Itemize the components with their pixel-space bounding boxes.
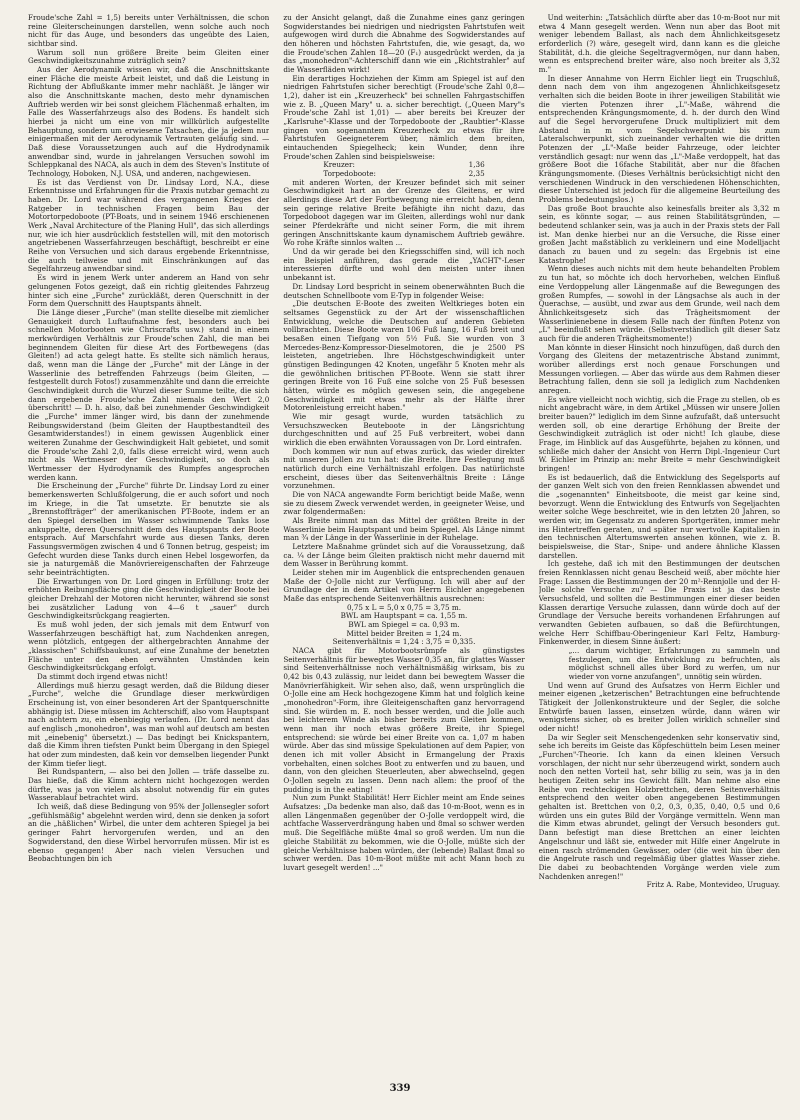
paragraph: Es ist bedauerlich, daß die Entwicklung des Segelsports auf der ganzen Welt sich von den freien Rennklassen abwendet und die „sogenannten" Einheitsboote, die meist gar keine sind, bevorzugt. Wenn die Entwicklung des Entwurfs von Segeljachten weiter solche Wege beschreitet, wie in den letzten 20 Jahren, so werden wir, im Gegensatz zu anderen Sportgeräten, immer mehr ins Hintertreffen geraten, und später nur wertvolle Kapitalien in den technischen Altertumswerten ansehen können, wie z. B. beispielsweise, die Star-, Snipe- und andere ähnliche Klassen darstellen. xyxy=(538,472,780,560)
paragraph: Nun zum Punkt Stabilität! Herr Eichler meint am Ende seines Aufsatzes: „Da bedenke man also, daß das 10-m-Boot, wenn es in allen Längenmaßen gegenüber der O-Jolle verdoppelt wird, die achtfache Wasserverdrängung haben und 8mal so schwer werden muß. Die Segelfläche müßte 4mal so groß werden. Um nun die gleiche Stabilität zu bekommen, wie die O-Jolle, müßte sich der gleiche Verhältnisse haben würden, der (lebende) Ballast 8mal so schwer werden. Das 10-m-Boot müßte mit acht Mann hoch zu luvart gesegelt werden! ..." xyxy=(283,793,525,872)
paragraph: Man könnte in dieser Hinsicht noch hinzufügen, daß durch den Vorgang des Gleitens der metazentrische Abstand zunimmt, worüber allerdings erst noch genaue Forschungen und Messungen vorliegen. — Aber das würde aus dem Rahmen dieser Betrachtung fallen, denn sie soll ja lediglich zum Nachdenken anregen. xyxy=(538,342,780,395)
paragraph: Da wir Segler seit Menschengedenken sehr konservativ sind, sehe ich bereits im Geiste das Köpfeschütteln beim Lesen meiner „Furchen"-Theorie. Ich kann da einen kleinen Versuch vorschlagen, der nicht nur sehr überzeugend wirkt, sondern auch noch den netten Vorteil hat, sehr billig zu sein, was ja in den heutigen Zeiten sehr ins Gewicht fällt. Man nehme also eine Reihe von rechteckigen Holzbrettchen, deren Seitenverhältnis entsprechend den weiter oben angegebenen Bestimmungen gehalten ist. Brettchen von 0,2, 0,3, 0,35, 0,40, 0,5 und 0,6 würden uns ein gutes Bild der Vorgänge vermitteln. Wenn man die Kimm etwas abrundet, gelingt der Versuch besonders gut. Dann befestigt man diese Brettchen an einer leichten Angelschnur und läßt sie, entweder mit Hilfe einer Angelrute in einen rasch strömenden Gewässer, oder (die weit hin über den die Angelrute rasch und regelmäßig über glattes Wasser ziehe. Die dabei zu beobachtenden Vorgänge werden viele zum Nachdenken anregen!" xyxy=(538,732,780,881)
table-cell: 1,36 xyxy=(468,160,485,170)
paragraph: mit anderen Worten, der Kreuzer befindet sich mit seiner Geschwindigkeit hart an der Grenze des Gleitens, er wird allerdings diese Art der Fortbewegung nie erreicht haben, denn sein geringe relative Breite befähigte ihn nicht dazu, das Torpedoboot dagegen war im Gleiten, allerdings wohl nur dank seiner Pferdekräfte und nicht seiner Form, die mit ihrem geringen Anschnittskante kaum dynamischem Auftrieb gewähre. Wo rohe Kräfte sinnlos walten ... xyxy=(283,177,525,248)
paragraph: In dieser Annahme von Herrn Eichler liegt ein Trugschluß, denn nach dem von ihm angezogenen Ähnlichkeitsgesetz verhalten sich die beiden Boote in ihrer jeweiligen Stabilität wie die vierten Potenzen ihrer „L"-Maße, während die entsprechenden Krängungsmomente, d. h. der durch den Wind auf die Segel hervorgerufene Druck multipliziert mit dem Abstand in m vom Segelschwerpunkt bis zum Lateralschwerpunkt, sich zueinander verhalten wie die dritten Potenzen der „L"-Maße beider Fahrzeuge, oder leichter verständlich gesagt: nur wenn das „L"-Maße verdoppelt, hat das größere Boot die 16fache Stabilität, aber nur die 8fachen Krängungsmomente. (Dieses Verhältnis berücksichtigt nicht den verschiedenen Windruck in den verschiedenen Höhenschichten, dieser Unterschied ist jedoch für die allgemeine Beurteilung des Problems bedeutungslos.) xyxy=(538,73,780,205)
paragraph: Als Breite nimmt man das Mittel der größten Breite in der Wasserlinie beim Hauptspant und beim Spiegel. Als Länge nimmt man ¾ der Länge in der Wasserlinie in der Ruhelage. xyxy=(283,515,525,543)
paragraph: Es muß wohl jeden, der sich jemals mit dem Entwurf von Wasserfahrzeugen beschäftigt hat, zum Nachdenken anregen, wenn plötzlich, entgegen der althergebrachten Annahme der „klassischen" Schiffsbaukunst, auf eine Zunahme der benetzten Fläche unter den eben erwähnten Umständen kein Geschwindigkeitsrückgang erfolgt. xyxy=(28,620,270,673)
paragraph: NACA gibt für Motorbootsrümpfe als günstigstes Seitenverhältnis für bewegtes Wasser 0,35 an, für glattes Wasser sind Seitenverhältnisse noch verhältnismäßig wirksam, bis zu 0,42 bis 0,43 zulässig, nur leidet dann bei bewegtem Wasser die Manövrierfähigkeit. Wir sehen also, daß, wenn ursprünglich die O-Jolle eine am Heck hochgezogene Kimm hat und folglich keine „monohedron"-Form, ihre Gleiteigenschaften ganz hervorragend sind. Sie würden m. E. noch besser werden, und die Jolle auch bei leichterem Winde als bisher bereits zum Gleiten kommen, wenn man ihr noch etwas größere Breite, ihr Spiegel entsprechend: sie würde bei einer Breite von ca. 1,07 m haben würde. Aber das sind müssige Spekulationen auf dem Papier, von denen ich mit voller Absicht in Ermangelung der Praxis vorbehalten, einen solches Boot zu entwerfen und zu bauen, und dann, von den gleichen Steuerleuten, aber abwechselnd, gegen O-Jollen segeln zu lassen. Denn nach allem: the proof of the pudding is in the eating! xyxy=(283,646,525,794)
column-2 xyxy=(283,14,524,1079)
paragraph: Froude'sche Zahl = 1,5) bereits unter Verhältnissen, die schon reine Gleiterscheinungen darstellen, wenn solche auch noch nicht für das Auge, und besonders das ungeübte des Laien, sichtbar sind. xyxy=(28,14,270,49)
paragraph: Da stimmt doch irgend etwas nicht! xyxy=(37,672,168,682)
paragraph: Aus der Aerodynamik wissen wir, daß die Anschnittskante einer Fläche die meiste Arbeit leistet, und daß die Leistung in Richtung der Abflußkante immer mehr nachläßt. Je länger wir also die Anschnittskante machen, desto mehr dynamischen Auftrieb werden wir bei sonst gleichem Flächenmaß erhalten, im Falle des Wasserfahrzeugs also des Bodens. Es handelt sich hierbei ja nicht um eine von mir willkürlich aufgestellte Behauptung, sondern um erwiesene Tatsachen, die ja jedem nur einigermaßen mit der Aerodynamik Vertrauten geläufig sind. — Daß diese Voraussetzungen auch auf die Hydrodynamik anwendbar sind, wurde in jahrelangen Versuchen sowohl im Schleppkanal des NACA, als auch in dem des Steven's Institute of Technology, Hoboken, N.J. USA, und anderen, nachgewiesen. xyxy=(28,65,270,179)
paragraph: Es wird in jenem Werk unter anderem an Hand von sehr gelungenen Fotos gezeigt, daß ein richtig gleitendes Fahrzeug hinter sich eine „Furche" zurückläßt, deren Querschnitt in der Form dem Querschnitt des Hauptspants ähnelt. xyxy=(28,273,270,309)
table-cell: Kreuzer: xyxy=(323,160,355,170)
paragraph: Wenn dieses auch nichts mit dem heute behandelten Problem zu tun hat, so möchte ich doch hervorheben, welchen Einfluß eine Verdoppelung aller Längenmaße auf die Bewegungen des großen Rumpfes, — sowohl in der Längsachse als auch in der Querachse, — ausübt, und zwar aus dem Grunde, weil nach dem Ähnlichkeitsgesetz sich das Trägheitsmoment der Wasserlinienebene in diesem Falle nach der fünften Potenz von „L" beeinflußt sehen würde. (Selbstverständlich gilt dieser Satz auch für die anderen Trägheitsmomente!) xyxy=(538,264,780,343)
paragraph: Ich gestehe, daß ich mit den Bestimmungen der deutschen freien Rennklassen nicht genau Bescheid weiß, aber möchte hier Frage: Lassen die Bestimmungen der 20 m²-Rennjolle und der H-Jolle solche Versuche zu? — Die Praxis ist ja das beste Versuchsfeld, und sollten die Bestimmungen einer dieser beiden Klassen derartige Versuche zulassen, dann würde doch auf der Grundlage der Versuche bereits vorhandenen Erfahrungen auf verwandten Gebieten aufbauen, so daß die Befürchtungen, welche Herr Schiffbau-Oberingenieur Karl Feltz, Hamburg-Finkenwerder, in diesem Sinne äußert: xyxy=(538,559,780,647)
paragraph: Es ist das Verdienst von Dr. Lindsay Lord, N.A., diese Erkenntnisse und Erfahrungen für die Praxis nutzbar gemacht zu haben. Dr. Lord war während des vergangenen Krieges der Ratgeber in technischen Fragen beim Bau der Motortorpedoboote (PT-Boats, und in seinem 1946 erschienenen Werk „Naval Architecture of the Planing Hull", das sich allerdings nur, wie ich hier ausdrücklich feststellen will, mit den motorisch angetriebenen Wasserfahrzeugen beschäftigt, beschreibt er eine Reihe von Versuchen und sich daraus ergebende Erkenntnisse, die auch teilweise und mit Einschränkungen auf das Segelfahrzeug anwendbar sind. xyxy=(28,177,270,274)
paragraph: Warum soll nun größere Breite beim Gleiten einer Geschwindigkeitszunahme zuträglich sein? xyxy=(28,47,270,66)
table-cell: 2,35 xyxy=(468,169,485,179)
article-columns xyxy=(28,14,780,1079)
page-number: 339 xyxy=(389,1083,411,1094)
table-cell: Torpedoboote: xyxy=(323,169,376,179)
column-1 xyxy=(28,14,269,1079)
paragraph: Leider stehen mir im Augenblick die entsprechenden genauen Maße der O-Jolle nicht zur Verfügung. Ich will aber auf der Grundlage der in dem Artikel von Herrn Eichler angegebenen Maße das entsprechende Seitenverhältnis ausrechnen: xyxy=(283,568,525,604)
paragraph: Dr. Lindsay Lord bespricht in seinem obenerwähnten Buch die deutschen Schnellboote vom E-Typ in folgender Weise: xyxy=(283,281,525,300)
page xyxy=(28,14,780,1094)
formula-line: Mittel beider Breiten = 1,24 m. xyxy=(346,628,462,638)
paragraph: Ein derartiges Hochziehen der Kimm am Spiegel ist auf den niedrigen Fahrtstufen sicher berechtigt (Froude'sche Zahl 0,8—1,2), daher ist ein „Kreuzerheck" bei schnellen Fahrgastschiffen wie z. B. „Queen Mary" u. a. sicher berechtigt. („Queen Mary"s Froude'sche Zahl ist 1,01) — aber bereits bei Kreuzer der „Karlsruhe"-Klasse und der Torpedoboote der „Raubtier"-Klasse gingen von sogenanntem Kreuzerheck zu etwas für ihre Fahrtstufen Geeigneterem über, nämlich dem breiten, eintauchenden Spiegelheck; kein Wunder, denn ihre Froude'schen Zahlen sind beispielsweise: xyxy=(283,73,525,161)
table-row xyxy=(283,161,524,170)
author-signature: Fritz A. Rabe, Montevideo, Uruguay. xyxy=(646,880,780,890)
paragraph: Doch kommen wir nun auf etwas zurück, das wieder direkter mit unseren Jollen zu tun hat: die Breite. Ihre Festlegung muß natürlich durch eine Verhältniszahl erfolgen. Das natürlichste erscheint, dieses über das Seitenverhältnis Breite : Länge vorzunehmen. xyxy=(283,446,525,491)
paragraph: Letztere Maßnahme gründet sich auf die Voraussetzung, daß ca. ¼ der Länge beim Gleiten praktisch nicht mehr dauernd mit dem Wasser in Berührung kommt. xyxy=(283,541,525,569)
paragraph: „... darum wichtiger, Erfahrungen zu sammeln und festzulegen, um die Entwicklung zu befruchten, als möglichst schnell alles über Bord zu werfen, um nur wieder von vorne anzufangen", unnötig sein würden. xyxy=(568,646,780,682)
column-3 xyxy=(539,14,780,1079)
paragraph: Die Erwartungen von Dr. Lord gingen in Erfüllung: trotz der erhöhten Reibungsfläche ging die Geschwindigkeit der Boote bei gleicher Drehzahl der Motoren nicht herunter, während sie sonst bei zusätzlicher Ladung von 4—6 t „sauer" durch Geschwindigkeitsrückgang reagierten. xyxy=(28,576,270,621)
paragraph: zu der Ansicht gelangt, daß die Zunahme eines ganz geringen Sogwiderstandes bei niedrigen und niedrigsten Fahrtstufen weit aufgewogen wird durch die Abnahme des Sogwiderstandes auf den höheren und höchsten Fahrtstufen, die, wie gesagt, da, wo die Froude'schen Zahlen 18—20 (F₁) ausgedrückt werden, da ja das „monohedron"-Achterschiff dann wie ein „Richtstrahler" auf die Wasserfläden wirkt! xyxy=(283,14,525,75)
formula-line: Seitenverhältnis = 1,24 : 3,75 = 0,335. xyxy=(332,637,476,647)
paragraph: Und da wir gerade bei den Kriegsschiffen sind, will ich noch ein Beispiel anführen, das gerade die „YACHT"-Leser interessieren dürfte und wohl den meisten unter ihnen unbekannt ist. xyxy=(283,247,525,283)
formula-line: BWL am Spiegel = ca. 0,93 m. xyxy=(348,620,460,630)
paragraph: Und weiterhin: „Tatsächlich dürfte aber das 10-m-Boot nur mit etwa 4 Mann gesegelt werden. Wenn nun aber das Boot mit weniger lebendem Ballast, als nach dem Ähnlichkeitsgesetz erforderlich (?) wäre, gesegelt wird, dann kann es die gleiche Stabilität, d.h. die gleiche Segeltragvermögen, nur dann haben, wenn es entsprechend breiter wäre, also noch breiter als 3,32 m." xyxy=(538,14,780,75)
formula-line: BWL am Hauptspant = ca. 1,55 m. xyxy=(340,611,468,621)
paragraph: Das große Boot brauchte also keinesfalls breiter als 3,32 m sein, es könnte sogar, — aus reinen Stabilitätsgründen, — bedeutend schlanker sein, was ja auch in der Praxis stets der Fall ist. Man denke hierbei nur an die Versuche, die Risse einer großen Jacht maßstäblich zu verkleinern und eine Modelljacht danach zu bauen und zu segeln: das Ergebnis ist eine Katastrophe! xyxy=(538,203,780,265)
paragraph: Es wäre vielleicht noch wichtig, sich die Frage zu stellen, ob es nicht angebracht wäre, in dem Artikel „Müssen wir unsere Jollen breiter bauen?" lediglich im dem Sinne aufzufaßt, daß untersucht werden soll, ob eine derartige Erhöhung der Breite der Geschwindigkeit zuträglich ist oder nicht! Ich glaube, diese Frage, im Hinblick auf das Ausgeführte, bejahen zu können, und schließe mich daher der Ansicht von Herrn Dipl.-Ingenieur Curt W. Eichler im Prinzip an: mehr Breite = mehr Geschwindigkeit bringen! xyxy=(538,394,780,473)
paragraph: Die von NACA angewandte Form berichtigt beide Maße, wenn sie zu diesem Zweck verwendet werden, in geeigneter Weise, und zwar folgendermaßen: xyxy=(283,489,525,517)
paragraph: Bei Rundspantern, — also bei den Jollen — träfe dasselbe zu. Das hieße, daß die Kimm achtern nicht hochgezogen werden dürfte, was ja von vielen als absolut notwendig für ein gutes Wasserablauf betrachtet wird. xyxy=(28,767,270,803)
paragraph: Die Länge dieser „Furche" (man stellte dieselbe mit ziemlicher Genauigkeit durch Luftaufnahme fest, besonders auch bei schnellen Motorbooten wie Chriscrafts usw.) stand in einem merkwürdigen Verhältnis zur Froude'schen Zahl, die man bei beginnendem Gleiten für diese Art des Fortbewegens (das Gleiten!) ad acta gelegt hatte. Es stellte sich nämlich heraus, daß, wenn man die Länge der „Furche" mit der Länge in der Wasserlinie des betreffenden Fahrzeugs (beim Gleiten, — festgestellt durch Fotos!) zusammenzählte und dann die erreichte Geschwindigkeit durch die Wurzel dieser Summe teilte, die sich dann ergebende Froude'sche Zahl niemals den Wert 2,0 überschritt! — D. h. also, daß bei zunehmender Geschwindigkeit die „Furche" immer länger wird, bis dann der zunehmende Reibungswiderstand (beim Gleiten der Hauptbestandteil des Gesamtwiderstandes!) in einem gewissen Augenblick einer weiteren Zunahme der Geschwindigkeit Halt gebietet, und somit die Froude'sche Zahl 2,0, falls diese erreicht wird, wenn auch nicht als Wertmesser der Geschwindigkeit, so doch als Wertmesser der Hydrodynamik des Rumpfes angesprochen werden kann. xyxy=(28,307,270,482)
paragraph: Allerdings muß hierzu gesagt werden, daß die Bildung dieser „Furche", welche die Grundlage dieser merkwürdigen Erscheinung ist, von einer besonderen Art der Spantquerschnitte abhängig ist. Diese müssen im Achterschiff, also vom Hauptspant nach achtern zu, ein ebenbiegig verlaufen. (Dr. Lord nennt das auf englisch „monohedron", was man wohl auf deutsch am besten mit „einebenig" übersetzt.) — Das bedingt bei Knickspantern, daß die Kimm ihren tiefsten Punkt beim Übergang in den Spiegel hat oder zum mindesten, daß kein vor demselben liegender Punkt der Kimm tiefer liegt. xyxy=(28,680,270,768)
paragraph: Die Erscheinung der „Furche" führte Dr. Lindsay Lord zu einer bemerkenswerten Schlußfolgerung, die er auch sofort und noch im Kriege, in die Tat umsetzte. Er benutzte sie als „Brennstoffträger" der amerikanischen PT-Boote, indem er an den Spiegel derselben im Wasser schwimmende Tanks lose ankuppelte, deren Querschnitt dem des Hauptspants der Boote entsprach. Auf Marschfahrt wurde aus diesen Tanks, deren Fassungsvermögen zwischen 4 und 6 Tonnen betrug, gespeist; im Gefecht wurden diese Tanks durch einen Hebel losgeworfen, da sie ja naturgemäß die Manövriereigenschaften der Fahrzeuge sehr beeinträchtigten. xyxy=(28,481,270,577)
paragraph: „Die deutschen E-Boote des zweiten Weltkrieges boten ein seltsames Gegenstück zu der Art der wissenschaftlichen Entwicklung, welche die Deutschen auf anderen Gebieten vollbrachten. Diese Boote waren 106 Fuß lang, 16 Fuß breit und besaßen einen Tiefgang von 5½ Fuß. Sie wurden von 3 Mercedes-Benz-Kompressor-Dieselmotoren, die je 2500 PS leisteten, angetrieben. Ihre Höchstgeschwindigkeit unter günstigen Bedingungen 42 Knoten, ungefähr 5 Knoten mehr als die gewöhnlichen britischen PT-Boote. Wenn sie statt ihrer geringen Breite von 16 Fuß eine solche von 25 Fuß besessen hätten, würde es möglich gewesen sein, die angegebene Geschwindigkeit mit etwas mehr als der Hälfte ihrer Motorenleistung erreicht haben." xyxy=(283,299,525,413)
formula-line: 0,75 x L = 5,0 x 0,75 = 3,75 m. xyxy=(346,602,461,612)
paragraph: Ich weiß, daß diese Bedingung von 95% der Jollensegler sofort „gefühlsmäßig" abgelehnt werden wird, denn sie denken ja sofort an die „häßlichen" Wirbel, die unter dem achteren Spiegel ja bei geringer Fahrt hervorgerufen werden, und an den Sogwiderstand, den diese Wirbel hervorrufen müssen. Mir ist es ebenso gegangen! Aber nach vielen Versuchen und Beobachtungen bin ich xyxy=(28,802,270,864)
paragraph: Wie mir gesagt wurde, wurden tatsächlich zu Versuchszwecken Beuteboote in der Längsrichtung durchgeschnitten und auf 25 Fuß verbreitert, wobei dann wirklich die eben erwähnten Voraussagen von Dr. Lord eintrafen. xyxy=(283,411,525,447)
paragraph: Und wenn auf Grund des Aufsatzes von Herrn Eichler und meiner eigenen „ketzerischen" Betrachtungen eine befruchtende Tätigkeit der Jollenkonstrukteure und der Segler, die solche Entwürfe bauen lassen, einsetzen würde, dann wären wir wenigstens sicher, ob es breiter Jollen wirklich schneller sind oder nicht! xyxy=(538,680,780,734)
